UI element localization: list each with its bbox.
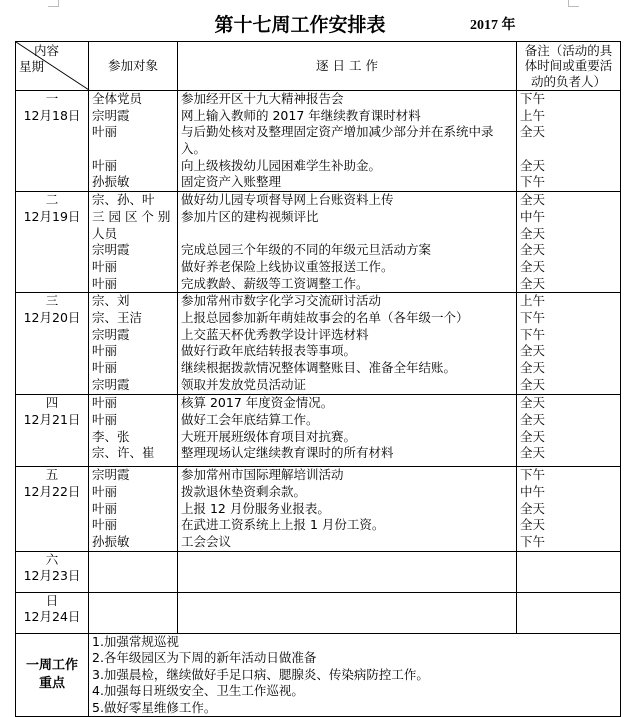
time-slot: 下午 [520,534,546,550]
time-slot: 全天 [520,242,546,258]
time-slot: 全天 [520,258,546,274]
participants-cell [89,395,178,467]
work-item: 大班开展班级体育项目对抗赛。 [181,428,357,444]
time-slot: 上午 [520,293,546,309]
day-cell [16,551,89,592]
participant: 叶丽 [92,343,118,359]
time-slot: 下午 [520,309,546,325]
participants-cell [89,192,178,293]
date: 12月20日 [23,309,81,325]
work-item: 参加片区的建构视频评比 [181,208,319,224]
date: 12月19日 [23,208,81,224]
time-cell [517,395,621,467]
work-item: 拨款退休垫资剩余款。 [181,483,307,499]
date: 12月24日 [23,609,81,625]
work-item: 上交蓝天杯优秀教学设计评选材料 [181,326,369,342]
work-item [181,226,513,243]
work-item: 参加常州市国际理解培训活动 [181,467,344,483]
participant: 宗明霞 [92,107,130,123]
work-item: 固定资产入账整理 [181,174,282,190]
day-row [16,592,621,633]
weekday: 四 [45,395,59,411]
participant: 宗明霞 [92,467,130,483]
participant: 叶丽 [92,258,118,274]
participants-cell [89,91,178,192]
date: 12月23日 [23,568,81,584]
date: 12月21日 [23,411,81,427]
participant: 宗、孙、叶 [92,192,155,208]
date: 12月22日 [23,483,81,499]
time-slot: 全天 [520,343,546,359]
schedule-table [15,41,621,717]
time-slot: 上午 [520,107,546,123]
participant: 叶丽 [92,483,118,499]
margin-mark [48,0,59,7]
participant: 宗、刘 [92,293,130,309]
participants-cell [89,467,178,551]
time-slot: 全天 [520,411,546,427]
participant: 人员 [92,225,118,241]
weekday: 五 [45,467,59,483]
participants-cell [89,551,178,592]
document-title: 第十七周工作安排表 [214,14,386,36]
participants-cell [89,592,178,633]
time-slot: 下午 [520,91,546,106]
participant: 李、张 [92,428,130,444]
time-slot: 中午 [520,483,546,499]
work-cell [178,395,517,467]
time-slot: 全天 [520,395,546,411]
weekday: 三 [45,293,59,309]
header-row [16,42,621,91]
work-item: 做好养老保险上线协议重签报送工作。 [181,258,394,274]
time-cell [517,91,621,192]
corner-top-label: 内容 [34,43,60,58]
work-item: 工会会议 [181,534,232,550]
work-item: 上报总园参加新年萌娃故事会的名单（各年级一个） [181,309,469,325]
participant: 孙振敏 [92,174,130,190]
day-cell [16,192,89,293]
work-item: 参加经开区十九大精神报告会 [181,91,344,106]
time-slot: 全天 [520,517,546,533]
work-item: 在武进工资系统上上报 1 月份工资。 [181,517,385,533]
focus-item: 4.加强每日班级安全、卫生工作巡视。 [92,683,304,699]
work-item: 领取并发放党员活动证 [181,376,307,392]
participant: 叶丽 [92,275,118,291]
work-cell [178,592,517,633]
time-slot: 全天 [520,124,546,140]
work-item: 向上级核拨幼儿园困难学生补助金。 [181,157,382,173]
time-cell [517,293,621,395]
time-slot: 全天 [520,500,546,516]
focus-items-cell [89,633,621,717]
day-row [16,91,621,192]
weekday: 日 [45,592,59,608]
time-slot: 下午 [520,467,546,483]
work-cell [178,467,517,551]
work-item: 网上输入教师的 2017 年继续教育课时材料 [181,107,421,123]
weekday: 二 [45,192,59,208]
time-slot: 全天 [520,445,546,461]
focus-label: 一周工作 [25,657,78,673]
participant: 宗、王洁 [92,309,143,325]
day-row [16,192,621,293]
participant: 叶丽 [92,517,118,533]
day-cell [16,592,89,633]
time-cell [517,467,621,551]
corner-bottom-label: 星期 [19,59,45,74]
focus-label: 重点 [38,675,65,691]
focus-item: 5.做好零星维修工作。 [92,699,217,715]
participant: 宗、许、崔 [92,445,155,461]
participant: 宗明霞 [92,242,130,258]
participants-header: 参加对象 [89,42,178,91]
note-header: 备注（活动的具体时间或重要活动的负者人） [517,42,621,91]
weekday: 一 [45,91,59,106]
year-label: 2017 年 [470,18,516,33]
participant: 叶丽 [92,411,118,427]
time-slot: 下午 [520,326,546,342]
day-cell [16,91,89,192]
time-slot: 全天 [520,192,546,208]
work-item: 完成教龄、薪级等工资调整工作。 [181,275,369,291]
work-item: 上报 12 月份服务业报表。 [181,500,330,516]
time-slot: 下午 [520,174,546,190]
time-slot: 全天 [520,360,546,376]
work-header: 逐 日 工 作 [178,42,517,91]
participant: 三 园 区 个 别 [92,208,171,224]
participant: 叶丽 [92,124,118,140]
focus-row [16,633,621,717]
time-slot: 中午 [520,208,546,224]
margin-mark [568,0,579,7]
work-item: 继续根据拨款情况整体调整账目、准备全年结账。 [181,360,457,376]
work-item: 参加常州市数字化学习交流研讨活动 [181,293,382,309]
corner-header-cell [16,42,89,91]
time-cell [517,551,621,592]
participant: 叶丽 [92,360,118,376]
participant: 全体党员 [92,91,143,106]
time-cell [517,192,621,293]
work-cell [178,91,517,192]
day-cell [16,395,89,467]
day-cell [16,293,89,395]
work-item: 做好工会年底结算工作。 [181,411,319,427]
day-row [16,467,621,551]
time-cell [517,592,621,633]
work-item: 完成总园三个年级的不同的年级元旦活动方案 [181,242,432,258]
participant: 宗明霞 [92,376,130,392]
time-slot: 全天 [520,225,546,241]
time-slot: 全天 [520,428,546,444]
work-item: 做好幼儿园专项督导网上台账资料上传 [181,192,394,208]
work-item: 核算 2017 年度资金情况。 [181,395,334,411]
day-row [16,551,621,592]
participant: 宗明霞 [92,326,130,342]
date: 12月18日 [23,107,81,123]
day-row [16,395,621,467]
participants-cell [89,293,178,395]
time-slot: 全天 [520,157,546,173]
work-cell [178,192,517,293]
focus-label-cell [16,633,89,717]
work-item: 做好行政年底结转报表等事项。 [181,343,357,359]
participant: 叶丽 [92,395,118,411]
day-row [16,293,621,395]
time-slot: 全天 [520,376,546,392]
focus-item: 3.加强晨检，继续做好手足口病、腮腺炎、传染病防控工作。 [92,666,429,682]
participant: 孙振敏 [92,534,130,550]
participant: 叶丽 [92,157,118,173]
weekday: 六 [45,551,59,567]
focus-item: 1.加强常规巡视 [92,633,179,649]
work-cell [178,551,517,592]
work-item: 与后勤处核对及整理固定资产增加减少部分并在系统中录入。 [181,124,494,157]
participant: 叶丽 [92,500,118,516]
day-cell [16,467,89,551]
time-slot: 全天 [520,275,546,291]
work-cell [178,293,517,395]
work-item: 整理现场认定继续教育课时的所有材料 [181,445,394,461]
focus-item: 2.各年级园区为下周的新年活动日做准备 [92,650,317,666]
